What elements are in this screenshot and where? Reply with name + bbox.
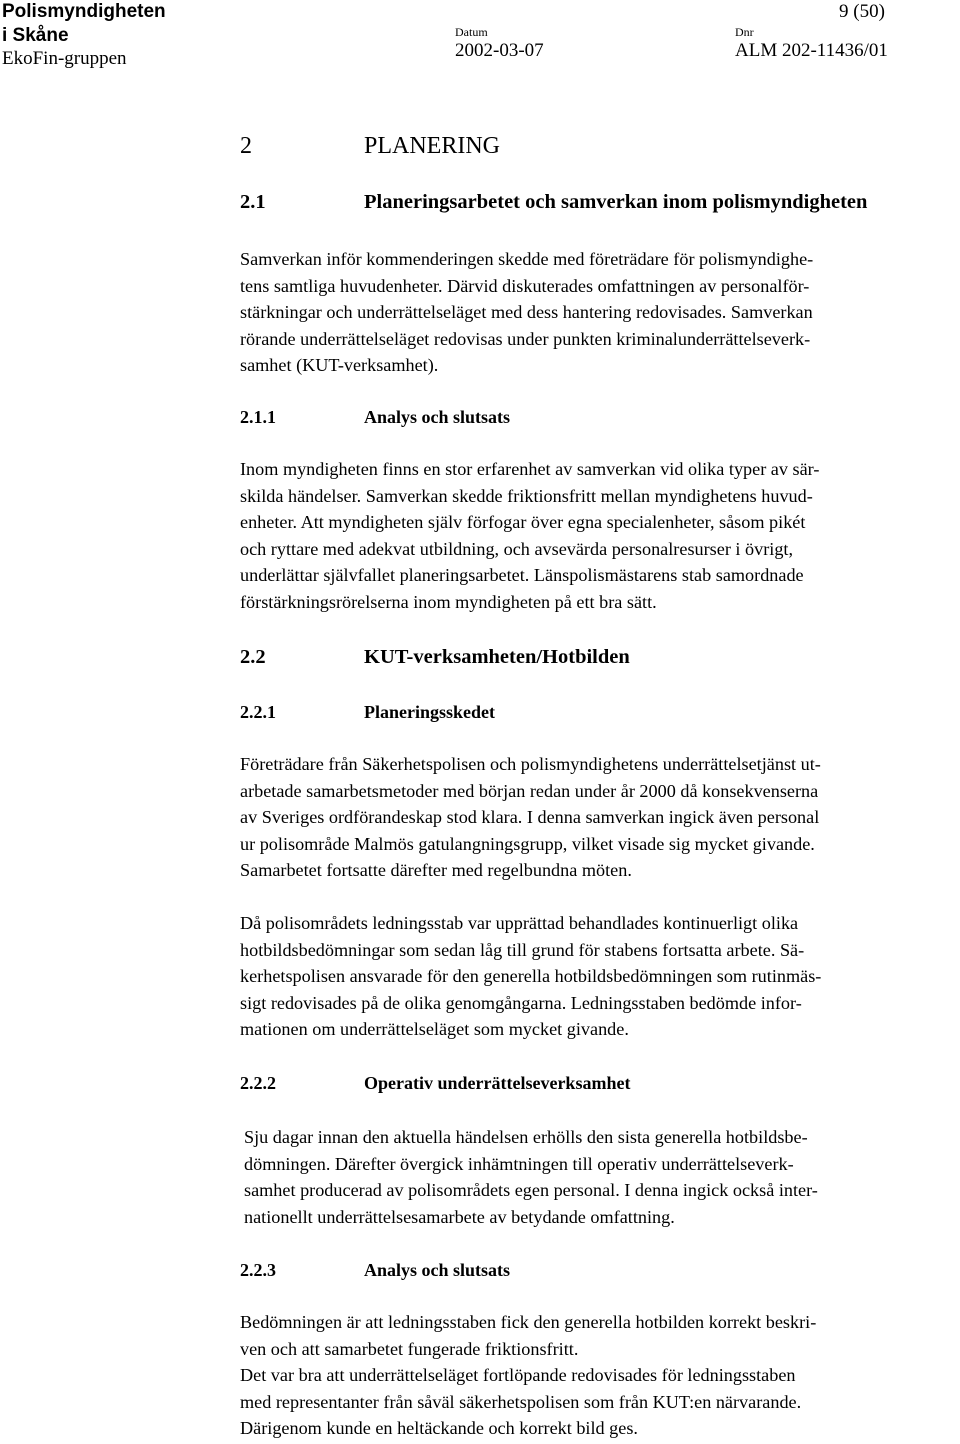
text-line: underlättar självfallet planeringsarbetet. Länspolismästarens stab samordnade [240,565,804,585]
section-number: 2.1.1 [240,407,276,427]
section-number: 2 [240,133,252,159]
text-line: skilda händelser. Samverkan skedde friktionsfritt mellan myndighetens huvud- [240,485,813,506]
section-number: 2.1 [240,191,266,213]
section-title: Analys och slutsats [364,407,511,427]
date-label: Datum [455,25,488,39]
text-line: enheter. Att myndigheten själv förfogar över egna specialenheter, såsom pikét [240,512,806,532]
text-line: rörande underrättelseläget redovisas under punkten kriminalunderrättelseverk- [240,328,811,349]
text-line: Sju dagar innan den aktuella händelsen erhölls den sista generella hotbildsbe- [244,1127,808,1147]
paragraph-2-1-1 [240,456,960,615]
text-line: och ryttare med adekvat utbildning, och avsevärda personalresurser i övrigt, [240,538,794,559]
text-line: kerhetspolisen ansvarade för den generella hotbildsbedömningen som rutinmäs- [240,966,822,986]
text-line: Det var bra att underrättelseläget fortlöpande redovisades för ledningsstaben [240,1365,796,1385]
section-title: Operativ underrättelseverksamhet [364,1073,631,1093]
section-number: 2.2.2 [240,1073,276,1093]
section-title: KUT-verksamheten/Hotbilden [364,646,630,668]
section-heading-2-2 [240,644,630,670]
dnr-value: ALM 202-11436/01 [735,40,888,61]
text-line: Då polisområdets ledningsstab var upprättad behandlades kontinuerligt olika [240,913,799,933]
paragraph-2-2-1-b [240,910,960,1043]
organization-name-line-1: Polismyndigheten [2,1,166,22]
paragraph-2-2-1-a [240,751,960,884]
letterhead [2,0,166,70]
text-line: stärkningar och underrättelseläget med dess hantering redovisades. Samverkan [240,302,813,322]
text-line: samhet (KUT-verksamhet). [240,355,439,375]
text-line: mationen om underrättelseläget som mycket givande. [240,1019,629,1039]
paragraph-2-2-3 [240,1309,960,1442]
text-line: dömningen. Därefter övergick inhämtningen till operativ underrättelseverk- [244,1153,794,1174]
section-heading-2-1 [240,189,867,215]
page-number: 9 (50) [839,1,885,22]
text-line: med representanter från såväl säkerhetspolisen som från KUT:en närvarande. [240,1391,802,1412]
text-line: nationellt underrättelsesamarbete av betydande omfattning. [244,1206,675,1227]
text-line: av Sveriges ordförandeskap stod klara. I denna samverkan ingick även personal [240,807,820,827]
text-line: Bedömningen är att ledningsstaben fick den generella hotbilden korrekt beskri- [240,1312,817,1332]
text-line: Samverkan inför kommenderingen skedde med företrädare för polismyndighe- [240,249,814,269]
section-heading-2 [240,131,500,161]
date-value: 2002-03-07 [455,40,544,61]
section-heading-2-2-1 [240,700,495,724]
section-number: 2.2 [240,646,266,668]
section-heading-2-2-2 [240,1071,630,1095]
section-title: PLANERING [364,133,500,159]
section-title: Planeringsarbetet och samverkan inom polismyndigheten [364,191,868,213]
unit-name: EkoFin-gruppen [2,48,127,69]
text-line: arbetade samarbetsmetoder med början redan under år 2000 då konsekvenserna [240,780,819,801]
section-heading-2-1-1 [240,405,510,429]
text-line: Därigenom kunde en heltäckande och korrekt bild ges. [240,1418,638,1438]
section-number: 2.2.3 [240,1260,276,1280]
text-line: ur polisområde Malmös gatulangningsgrupp, vilket visade sig mycket givande. [240,833,815,854]
text-line: sigt redovisades på de olika genomgångarna. Ledningsstaben bedömde infor- [240,992,802,1013]
paragraph-2-2-2 [244,1124,960,1230]
section-title: Analys och slutsats [364,1260,511,1280]
section-title: Planeringsskedet [364,702,496,722]
text-line: förstärkningsrörelserna inom myndigheten på ett bra sätt. [240,591,657,612]
organization-name-line-2: i Skåne [2,25,69,46]
date-field [455,24,544,62]
section-number: 2.2.1 [240,702,276,722]
text-line: ven och att samarbetet fungerade friktionsfritt. [240,1338,579,1359]
dnr-field [735,24,888,62]
text-line: Företrädare från Säkerhetspolisen och polismyndighetens underrättelsetjänst ut- [240,754,821,774]
text-line: Samarbetet fortsatte därefter med regelbundna möten. [240,860,632,880]
section-heading-2-2-3 [240,1258,510,1282]
text-line: hotbildsbedömningar som sedan låg till grund för stabens fortsatta arbete. Sä- [240,939,805,960]
text-line: Inom myndigheten finns en stor erfarenhet av samverkan vid olika typer av sär- [240,459,820,479]
text-line: tens samtliga huvudenheter. Därvid diskuterades omfattningen av personalför- [240,275,810,296]
paragraph-2-1 [240,246,960,379]
text-line: samhet producerad av polisområdets egen personal. I denna ingick också inter- [244,1180,818,1200]
dnr-label: Dnr [735,25,754,39]
